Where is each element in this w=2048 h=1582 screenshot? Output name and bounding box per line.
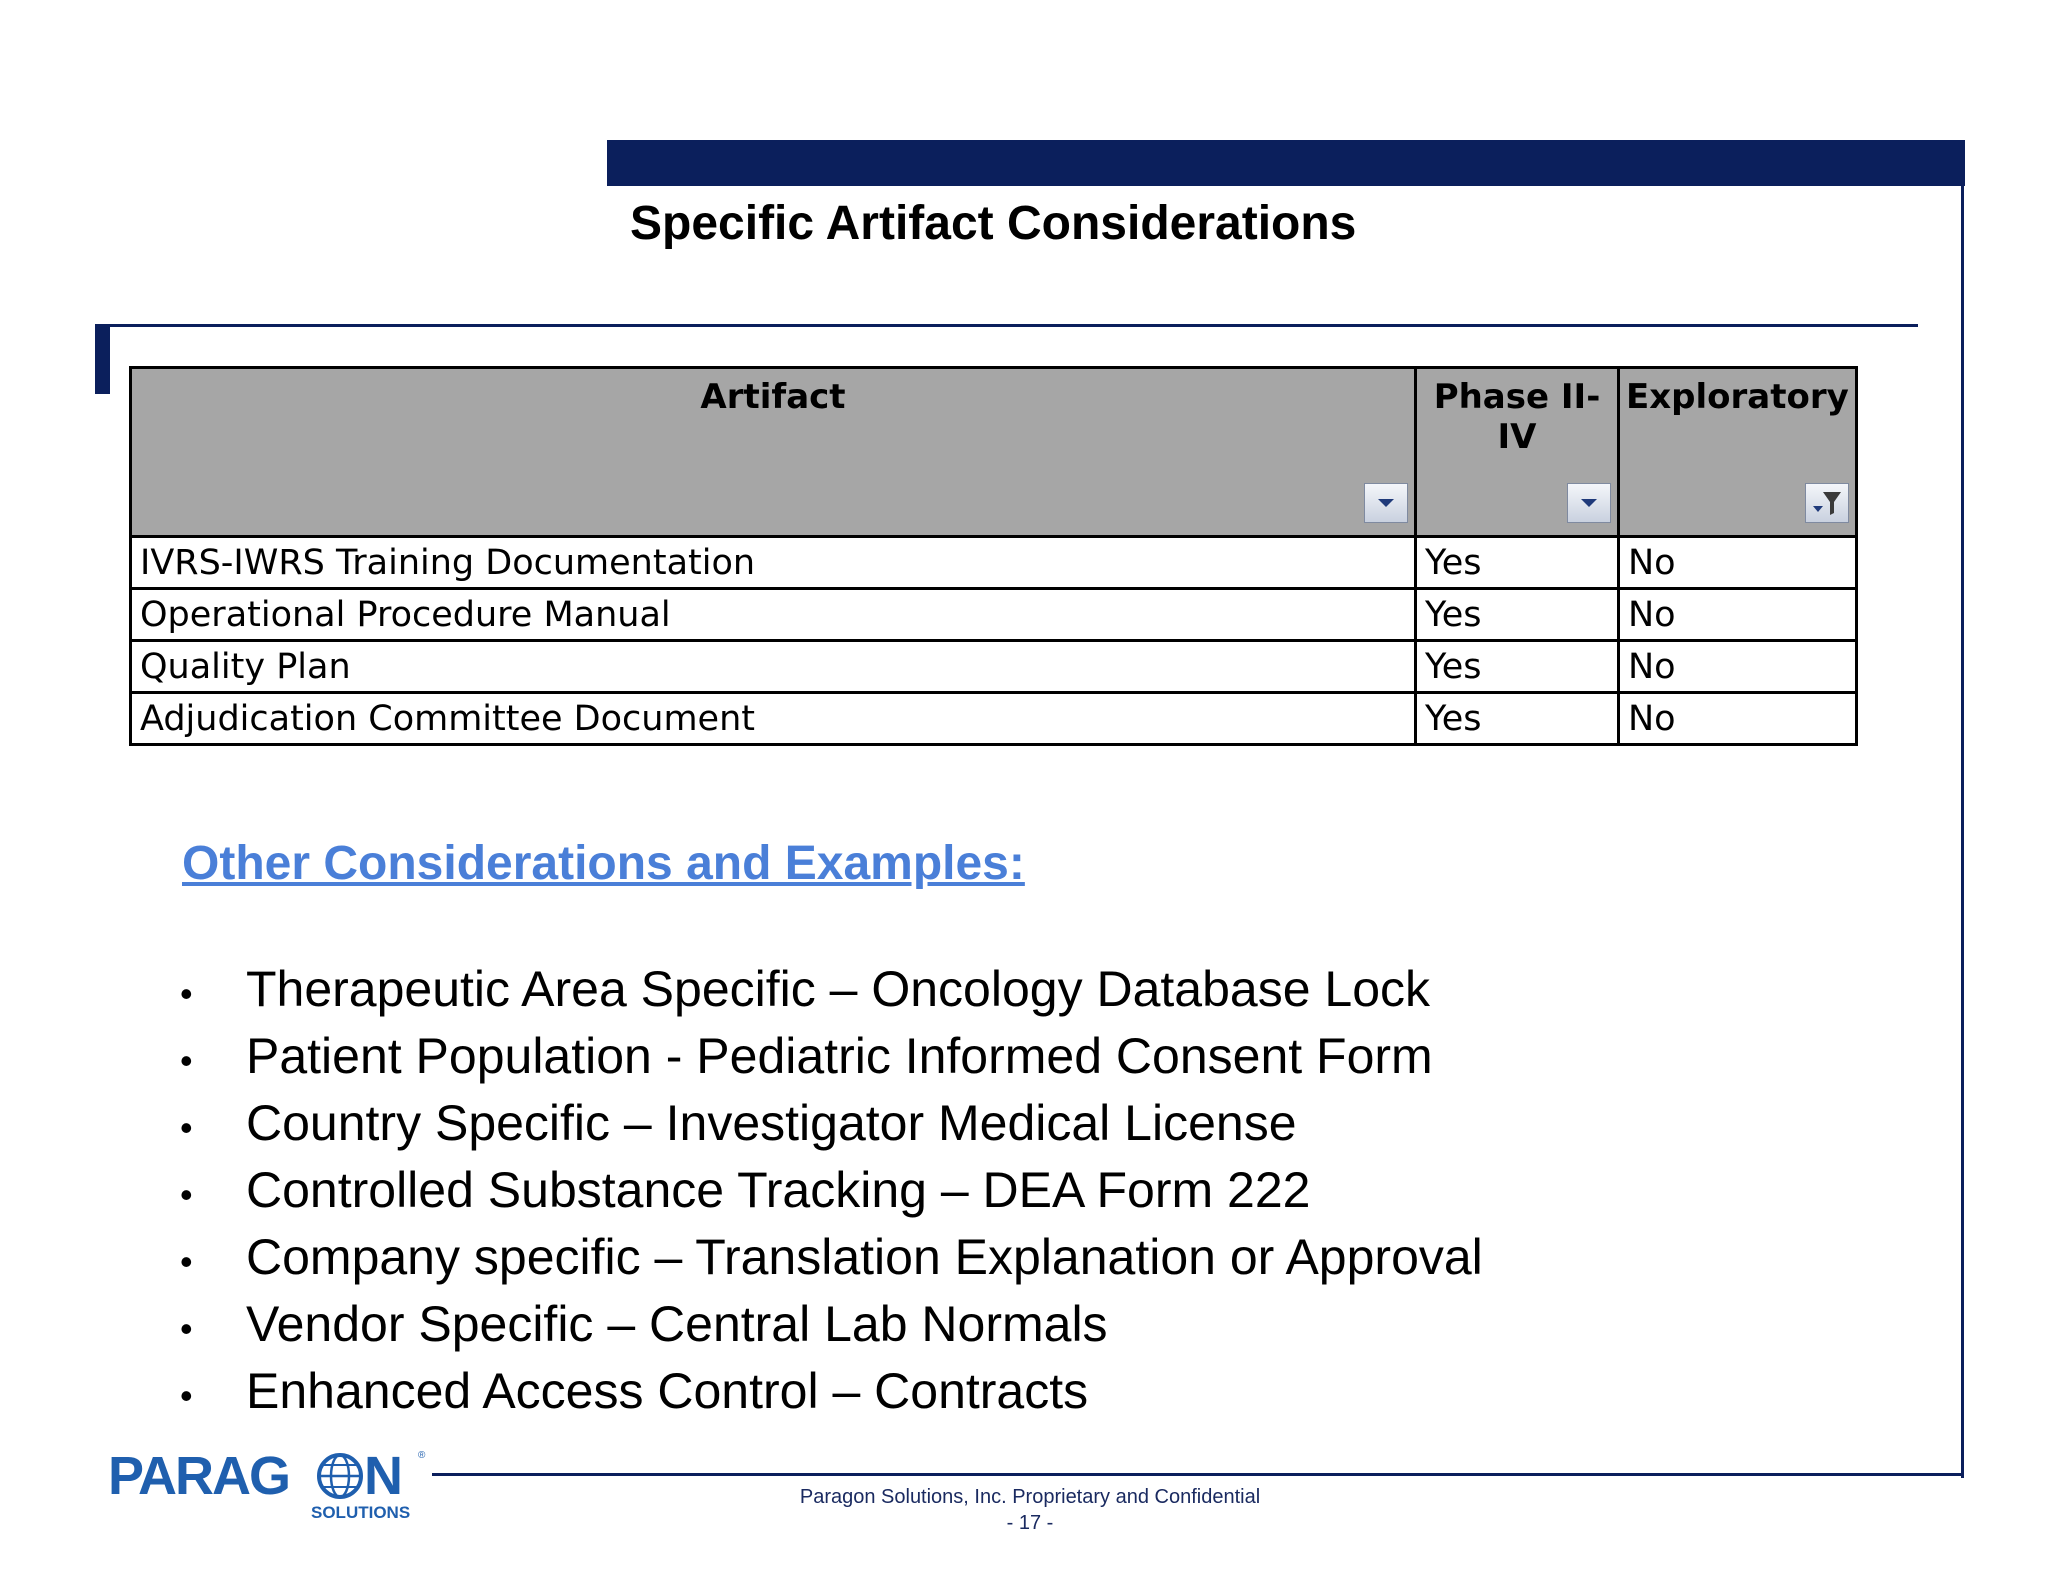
cell-exploratory: No — [1619, 641, 1857, 693]
list-item — [180, 1159, 1483, 1226]
list-item — [180, 1360, 1483, 1427]
list-item — [180, 1293, 1483, 1360]
page-title: Specific Artifact Considerations — [630, 197, 1357, 250]
section-heading-link[interactable]: Other Considerations and Examples: — [182, 837, 1025, 890]
considerations-list — [180, 958, 1483, 1427]
list-item — [180, 1226, 1483, 1293]
logo-registered-mark: ® — [418, 1450, 426, 1461]
logo-subtitle: SOLUTIONS — [311, 1503, 411, 1522]
cell-phase: Yes — [1416, 693, 1619, 745]
list-item-text: Enhanced Access Control – Contracts — [246, 1363, 1089, 1419]
header-artifact — [131, 368, 1416, 537]
cell-artifact: IVRS-IWRS Training Documentation — [131, 537, 1416, 589]
table-row — [131, 589, 1857, 641]
bullet-icon: • — [180, 973, 193, 1014]
cell-phase: Yes — [1416, 537, 1619, 589]
table-header-row — [131, 368, 1857, 537]
footer-confidential: Paragon Solutions, Inc. Proprietary and Confidential — [799, 1486, 1261, 1508]
globe-icon — [319, 1455, 361, 1497]
filter-funnel-icon — [1811, 489, 1843, 517]
header-rule — [95, 324, 1918, 327]
dropdown-arrow-icon — [1578, 496, 1600, 510]
table-row — [131, 537, 1857, 589]
list-item-text: Controlled Substance Tracking – DEA Form 222 — [246, 1162, 1311, 1218]
logo-wordmark-pa: PARAG — [108, 1446, 290, 1506]
page-number: - 17 - — [1006, 1512, 1054, 1534]
cell-phase: Yes — [1416, 589, 1619, 641]
top-banner-bar — [607, 140, 1965, 186]
list-item — [180, 958, 1483, 1025]
header-exploratory-label: Exploratory — [1626, 377, 1849, 417]
bullet-icon: • — [180, 1107, 193, 1148]
artifact-table — [129, 366, 1858, 746]
cell-artifact: Adjudication Committee Document — [131, 693, 1416, 745]
exploratory-filter-button[interactable] — [1805, 483, 1849, 523]
header-phase — [1416, 368, 1619, 537]
paragon-logo — [108, 1444, 438, 1524]
bullet-icon: • — [180, 1308, 193, 1349]
footer — [700, 1484, 1360, 1536]
cell-exploratory: No — [1619, 589, 1857, 641]
bullet-icon: • — [180, 1174, 193, 1215]
list-item-text: Vendor Specific – Central Lab Normals — [246, 1296, 1108, 1352]
table-row — [131, 641, 1857, 693]
bullet-icon: • — [180, 1375, 193, 1416]
header-artifact-label: Artifact — [700, 377, 846, 417]
cell-phase: Yes — [1416, 641, 1619, 693]
header-phase-label: Phase II-IV — [1433, 377, 1601, 457]
cell-exploratory: No — [1619, 693, 1857, 745]
header-exploratory — [1619, 368, 1857, 537]
phase-filter-button[interactable] — [1567, 483, 1611, 523]
cell-artifact: Operational Procedure Manual — [131, 589, 1416, 641]
dropdown-arrow-icon — [1375, 496, 1397, 510]
logo-wordmark-n: N — [364, 1446, 403, 1506]
list-item-text: Therapeutic Area Specific – Oncology Database Lock — [246, 961, 1431, 1017]
bullet-icon: • — [180, 1241, 193, 1282]
list-item — [180, 1092, 1483, 1159]
cell-artifact: Quality Plan — [131, 641, 1416, 693]
bullet-icon: • — [180, 1040, 193, 1081]
left-accent-tab — [95, 326, 110, 394]
list-item-text: Country Specific – Investigator Medical License — [246, 1095, 1297, 1151]
footer-rule — [432, 1473, 1962, 1476]
list-item-text: Patient Population - Pediatric Informed Consent Form — [246, 1028, 1433, 1084]
table-row — [131, 693, 1857, 745]
right-frame-line — [1961, 140, 1964, 1478]
list-item — [180, 1025, 1483, 1092]
list-item-text: Company specific – Translation Explanation or Approval — [246, 1229, 1483, 1285]
artifact-filter-button[interactable] — [1364, 483, 1408, 523]
cell-exploratory: No — [1619, 537, 1857, 589]
